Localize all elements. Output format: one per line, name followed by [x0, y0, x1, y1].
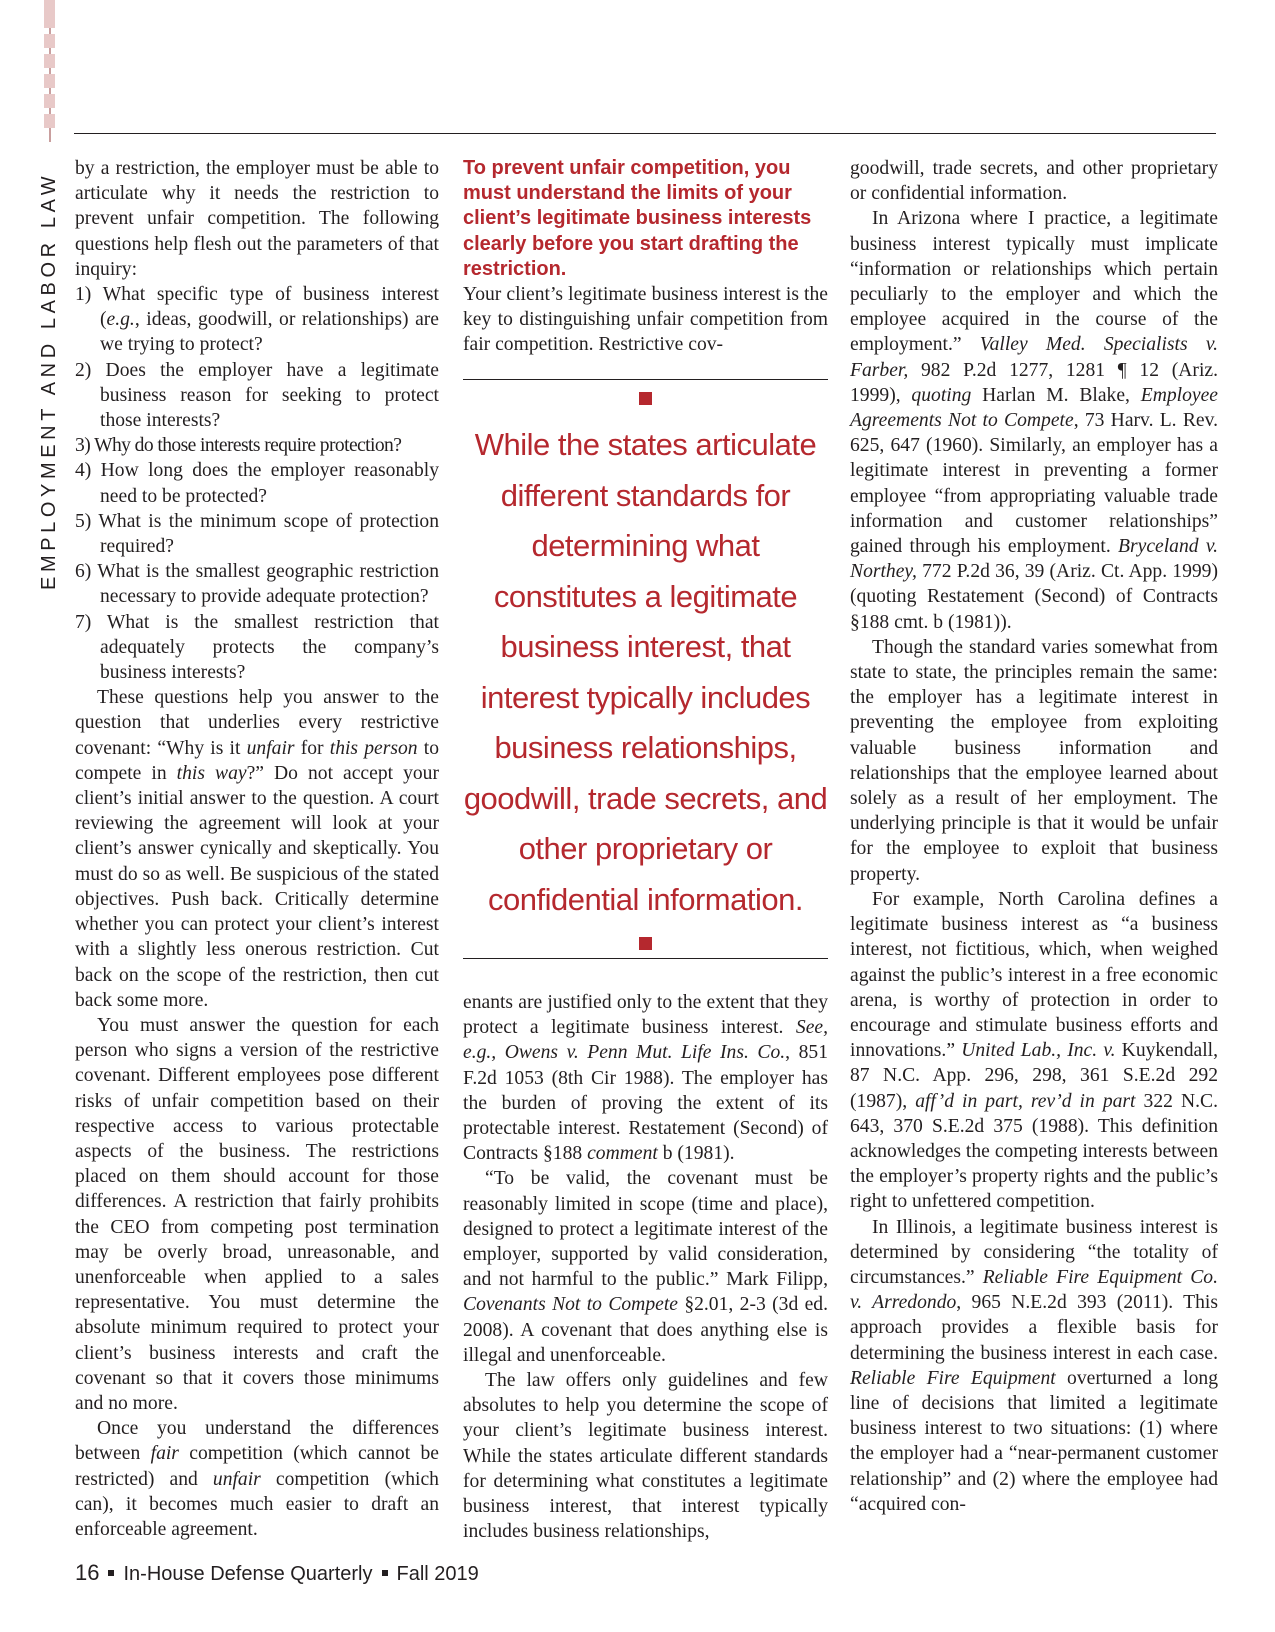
square-bullet-icon [382, 1570, 388, 1576]
paragraph: The law offers only guidelines and few absolutes to help you determine the scope of your client’s legitimate business interest. While the states articulate different standards for determining what constitutes a legitimate business interest, that interest typically includes business relationships, [463, 1370, 828, 1543]
pull-quote-text: While the states articulate different standards for determining what constitutes a legitimate business interest, that interest typically includes business relationships, goodwill, trade secrets, and other proprietary or confidential information. [463, 427, 828, 917]
question-6: 6) What is the smallest geographic restriction necessary to provide adequate protection? [75, 561, 439, 608]
lead-in-heading: To prevent unfair competition, you must understand the limits of your client’s legitimate business interests clearly before you start drafting the restriction. [463, 157, 812, 280]
page-footer [75, 1560, 479, 1586]
question-2: 2) Does the employer have a legitimate business reason for seeking to protect those interests? [75, 359, 439, 432]
column-2-top [463, 156, 828, 358]
paragraph: For example, North Carolina defines a legitimate business interest as “a business interest, not fictitious, which, when weighed against the public’s interest in a free economic arena, is worthy of protection in order to encourage and stimulate business efforts and innovations.” United Lab., Inc. v. Kuykendall, 87 N.C. App. 296, 298, 361 S.E.2d 292 (1987), aff’d in part, rev’d in part 322 N.C. 643, 370 S.E.2d 375 (1988). This definition acknowledges the competing interests between the employer’s property rights and the public’s right to unfettered competition. [850, 888, 1218, 1213]
column-2-bottom [463, 990, 828, 1544]
paragraph: Your client’s legitimate business interest is the key to distinguishing unfair competition from fair competition. Restrictive cov- [463, 284, 828, 356]
top-rule [74, 133, 1216, 134]
pull-quote [463, 379, 828, 959]
paragraph: by a restriction, the employer must be able to articulate why it needs the restriction to prevent unfair competition. The following questions help flesh out the parameters of that inquiry: [75, 158, 439, 280]
paragraph: Once you understand the differences between fair competition (which cannot be restricted) and unfair competition (which can), it becomes much easier to draft an enforceable agreement. [75, 1418, 439, 1540]
paragraph: goodwill, trade secrets, and other proprietary or confidential information. [850, 158, 1218, 205]
paragraph: “To be valid, the covenant must be reasonably limited in scope (time and place), designed to protect a legitimate interest of the employer, supported by valid consideration, and not harmful to the public.” Mark Filipp, Covenants Not to Compete §2.01, 2-3 (3d ed. 2008). A covenant that does anything else is illegal and unenforceable. [463, 1168, 828, 1366]
question-4: 4) How long does the employer reasonably need to be protected? [75, 460, 439, 507]
issue-date: Fall 2019 [396, 1563, 479, 1585]
question-5: 5) What is the minimum scope of protection required? [75, 510, 439, 558]
paragraph: In Illinois, a legitimate business interest is determined by considering “the totality of circumstances.” Reliable Fire Equipment Co. v. Arredondo, 965 N.E.2d 393 (2011). This approach provides a flexible basis for determining the business interest in each case. Reliable Fire Equipment overturned a long line of decisions that limited a legitimate business interest to two situations: (1) where the employer had a “near-permanent customer relationship” and (2) where the employee had “acquired con- [850, 1216, 1219, 1515]
paragraph: These questions help you answer to the question that underlies every restrictive covenant: “Why is it unfair for this person to compete in this way?” Do not accept your client’s initial answer to the question. A court reviewing the agreement will look at your client’s answer cynically and skeptically. You must do so as well. Be suspicious of the stated objectives. Push back. Critically determine whether you can protect your client’s interest with a slightly less onerous restriction. Cut back on the scope of the restriction, then cut back some more. [75, 687, 440, 1011]
column-3 [850, 156, 1218, 1517]
square-bullet-icon [108, 1570, 114, 1576]
page-number: 16 [75, 1560, 100, 1585]
paragraph: You must answer the question for each person who signs a version of the restrictive covenant. Different employees pose different risks of unfair competition based on their respective access to various protectable aspects of the business. The restrictions placed on them should account for those differences. A restriction that fairly prohibits the CEO from competing post termination may be overly broad, unreasonable, and unenforceable when applied to a sales representative. You must determine the absolute minimum required to protect your client’s business interests and craft the covenant so that it covers those minimums and no more. [75, 1014, 439, 1414]
square-bullet-icon [639, 392, 652, 405]
paragraph: enants are justified only to the extent that they protect a legitimate business interest. See, e.g., Owens v. Penn Mut. Life Ins. Co., 851 F.2d 1053 (8th Cir 1988). The employer has the burden of proving the extent of its protectable interest. Restatement (Second) of Contracts §188 comment b (1981). [463, 992, 828, 1165]
column-1 [75, 156, 439, 1542]
question-3: 3) Why do those interests require protection? [75, 435, 402, 457]
decorative-bar [44, 0, 55, 142]
square-bullet-icon [639, 937, 652, 950]
paragraph: In Arizona where I practice, a legitimate business interest typically must implicate “information or relationships which pertain peculiarly to the employer and which the employee acquired in the course of the employment.” Valley Med. Specialists v. Farber, 982 P.2d 1277, 1281 ¶ 12 (Ariz. 1999), quoting Harlan M. Blake, Employee Agreements Not to Compete, 73 Harv. L. Rev. 625, 647 (1960). Similarly, an employer has a legitimate interest in preventing a former employee “from appropriating valuable trade information and customer relationships” gained through his employment. Bryceland v. Northey, 772 P.2d 36, 39 (Ariz. Ct. App. 1999) (quoting Restatement (Second) of Contracts §188 cmt. b (1981)). [850, 208, 1219, 633]
question-7: 7) What is the smallest restriction that adequately protects the company’s business interests? [75, 611, 439, 684]
publication-name: In-House Defense Quarterly [123, 1563, 373, 1585]
question-1: 1) What specific type of business interest (e.g., ideas, goodwill, or relationships) are we trying to protect? [75, 284, 439, 356]
paragraph: Though the standard varies somewhat from state to state, the principles remain the same: the employer has a legitimate interest in preventing the employee from exploiting valuable business information and relationships that the employee learned about solely as a result of her employment. The underlying principle is that it would be unfair for the employee to exploit that business property. [850, 636, 1218, 885]
